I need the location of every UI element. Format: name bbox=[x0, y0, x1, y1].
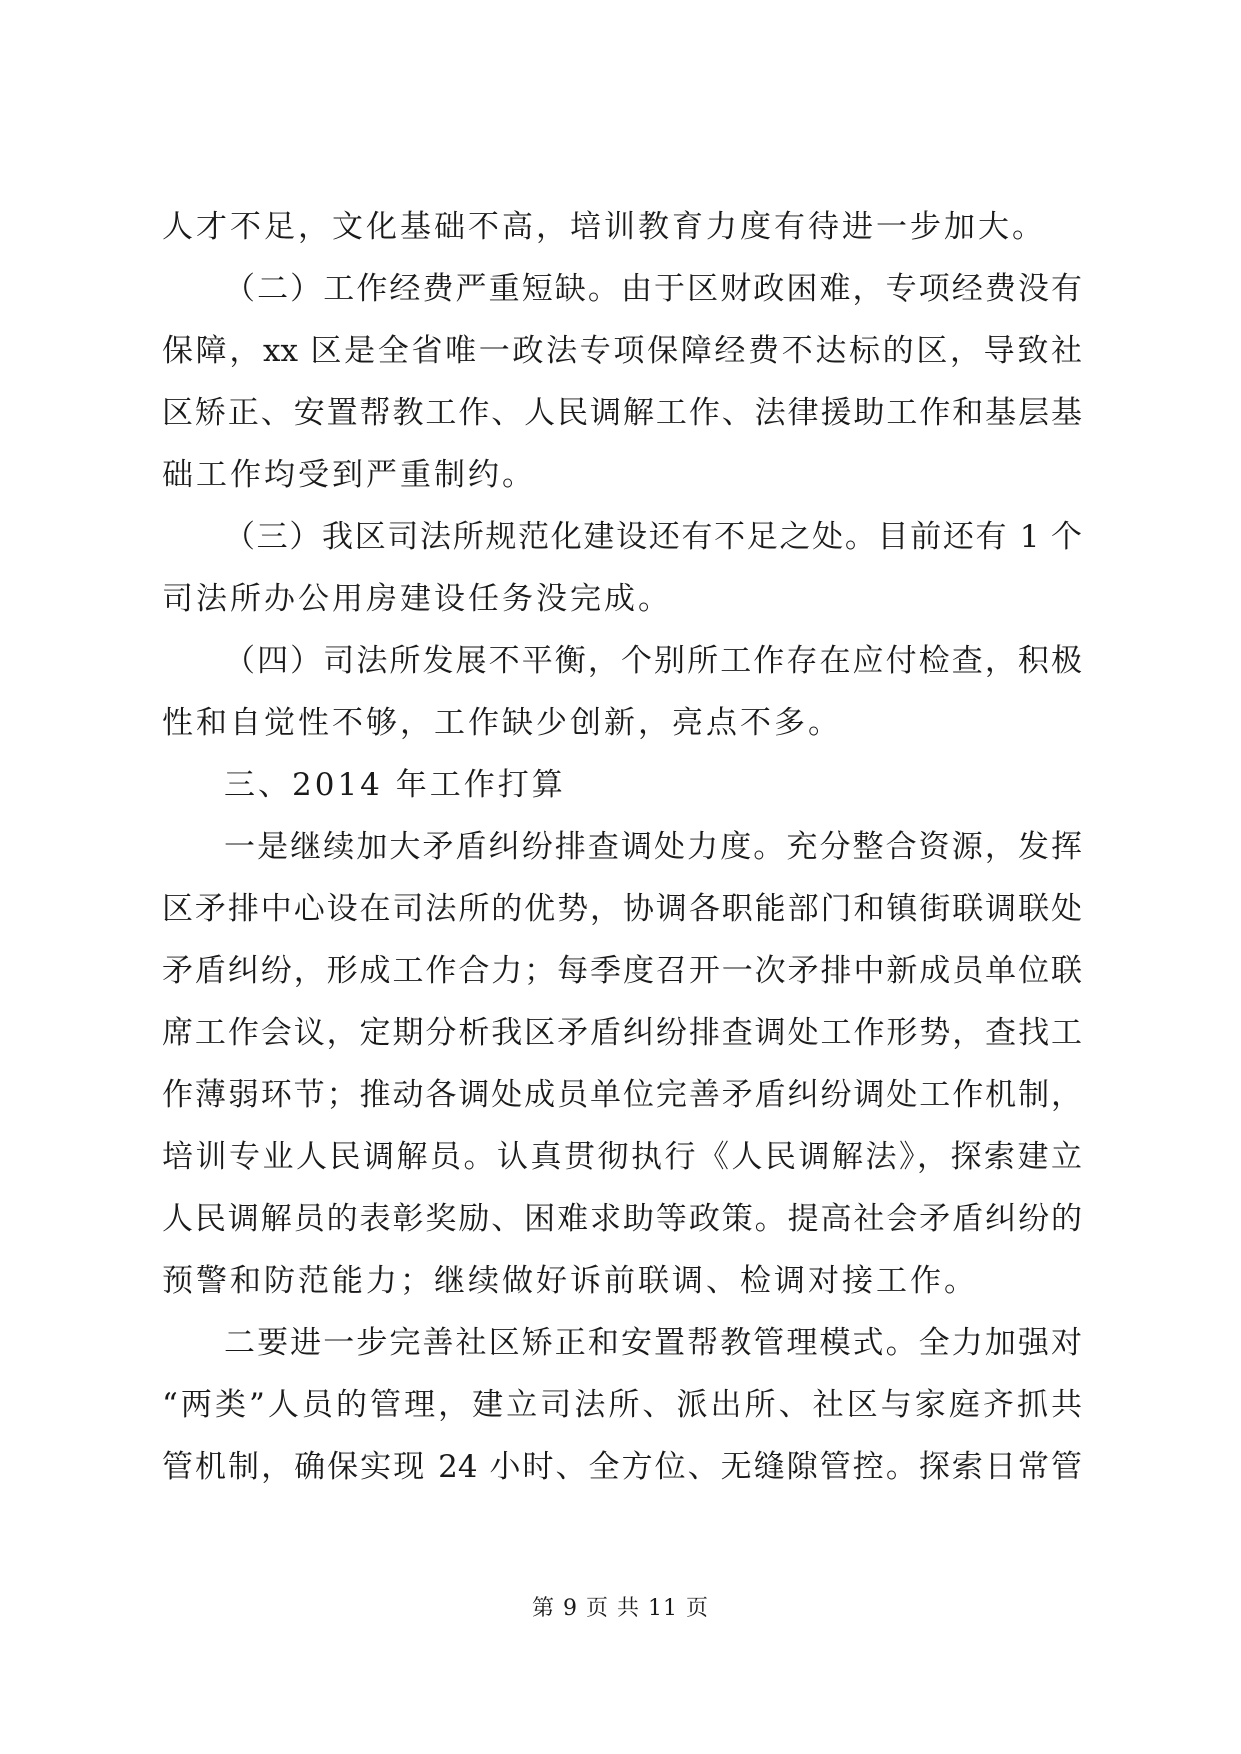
text-line: 性和自觉性不够，工作缺少创新，亮点不多。 bbox=[162, 705, 842, 741]
text-line: 区矫正、安置帮教工作、人民调解工作、法律援助工作和基层基 bbox=[162, 395, 1082, 431]
text-line: 席工作会议，定期分析我区矛盾纠纷排查调处工作形势，查找工 bbox=[162, 1015, 1082, 1051]
text-line: 二要进一步完善社区矫正和安置帮教管理模式。全力加强对 bbox=[224, 1325, 1082, 1361]
text-line: 矛盾纠纷，形成工作合力；每季度召开一次矛排中新成员单位联 bbox=[162, 953, 1082, 989]
text-line: 人才不足，文化基础不高，培训教育力度有待进一步加大。 bbox=[162, 209, 1046, 245]
text-line: 管机制，确保实现 24 小时、全方位、无缝隙管控。探索日常管 bbox=[162, 1449, 1082, 1485]
text-line: 培训专业人民调解员。认真贯彻执行《人民调解法》，探索建立 bbox=[162, 1139, 1082, 1175]
text-line: （三）我区司法所规范化建设还有不足之处。目前还有 1 个 bbox=[224, 519, 1082, 555]
text-line: （二）工作经费严重短缺。由于区财政困难，专项经费没有 bbox=[224, 271, 1082, 307]
section-heading: 三、2014 年工作打算 bbox=[224, 767, 566, 803]
text-line: 司法所办公用房建设任务没完成。 bbox=[162, 581, 672, 617]
text-line: 础工作均受到严重制约。 bbox=[162, 457, 536, 493]
text-line: 保障，xx 区是全省唯一政法专项保障经费不达标的区，导致社 bbox=[162, 333, 1082, 369]
text-line: 作薄弱环节；推动各调处成员单位完善矛盾纠纷调处工作机制， bbox=[162, 1077, 1082, 1113]
page-number-footer: 第 9 页 共 11 页 bbox=[532, 1596, 709, 1621]
text-line: 区矛排中心设在司法所的优势，协调各职能部门和镇街联调联处 bbox=[162, 891, 1082, 927]
text-line: 预警和防范能力；继续做好诉前联调、检调对接工作。 bbox=[162, 1263, 978, 1299]
text-line: 一是继续加大矛盾纠纷排查调处力度。充分整合资源，发挥 bbox=[224, 829, 1082, 865]
text-line: （四）司法所发展不平衡，个别所工作存在应付检查，积极 bbox=[224, 643, 1082, 679]
text-line: 人民调解员的表彰奖励、困难求助等政策。提高社会矛盾纠纷的 bbox=[162, 1201, 1082, 1237]
text-line: “两类”人员的管理，建立司法所、派出所、社区与家庭齐抓共 bbox=[162, 1387, 1082, 1423]
document-body bbox=[162, 196, 1082, 1498]
